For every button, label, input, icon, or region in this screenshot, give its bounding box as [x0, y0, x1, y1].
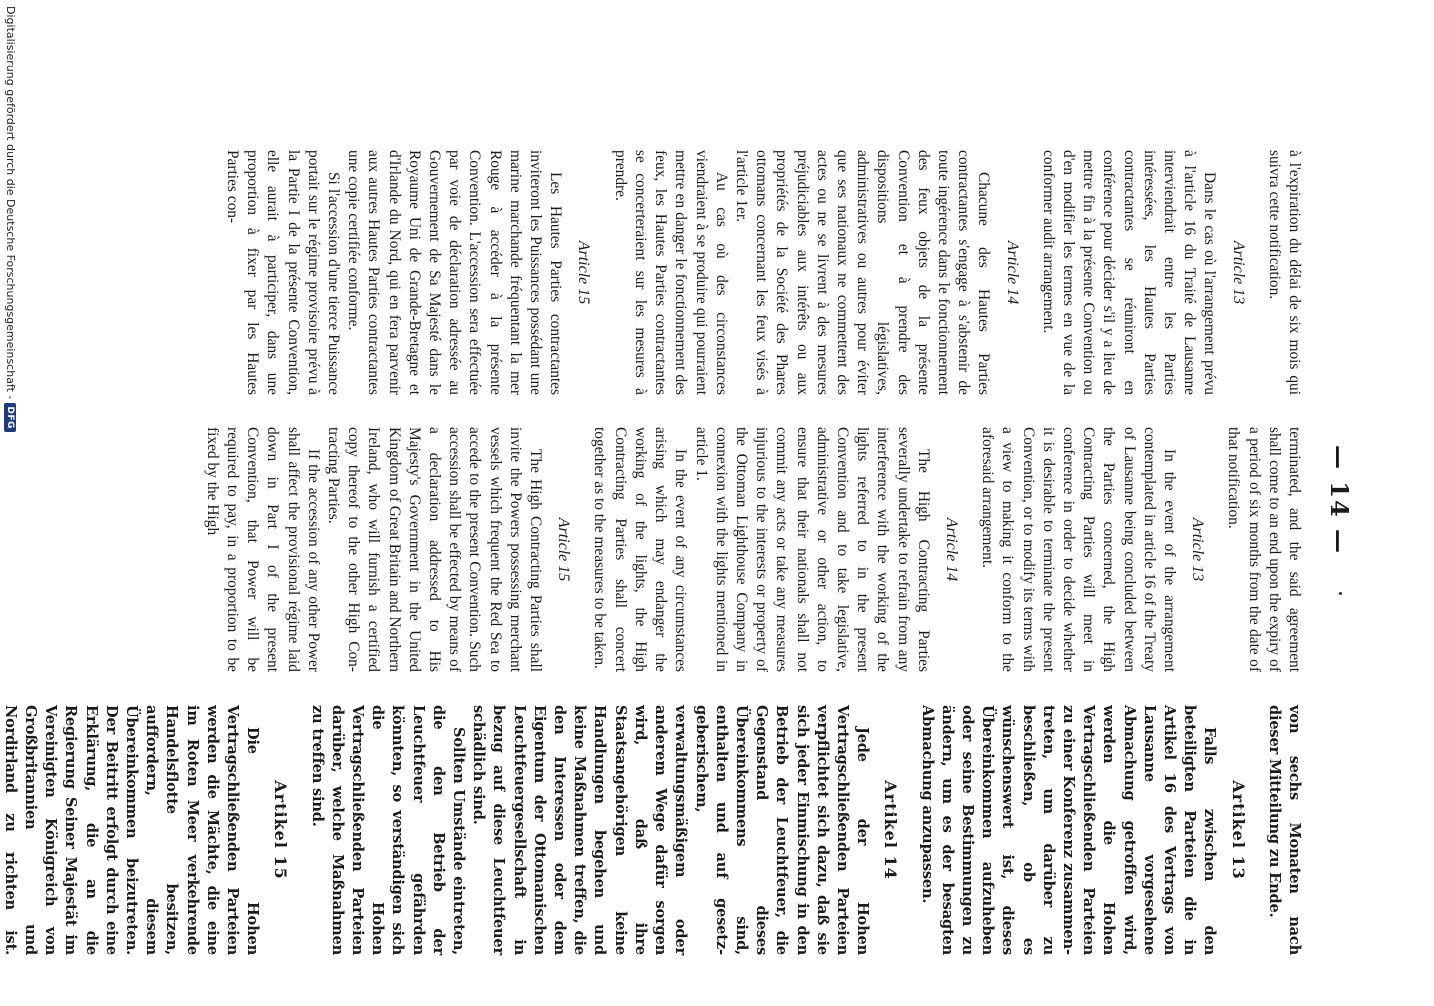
french-article-14-text: Chacune des Hautes Parties contractantes s'engage à s'abstenir de toute ingérence dans le fonctionnement des feux objets de la présente Convention et à prendre des dispositions législatives, administratives ou autres pour éviter que ses nationaux ne commettent des actes ou ne se livrent à des mesures préjudiciables aux intérêts ou aux propriétés de la Société des Phares ottomans concernant les feux visés à l'article 1er.	[732, 150, 993, 395]
english-article-14-heading: Article 14	[942, 517, 960, 582]
german-article-14-heading: Artikel 14	[881, 780, 901, 880]
german-article-15-heading: Artikel 15	[271, 780, 291, 880]
english-article-13-heading: Article 13	[1189, 517, 1207, 582]
english-article-15-text-2: If the accession of any other Power shall affect the provisional régime laid down in Part I of the present Convention, that Power will be required to pay, in a proportion to be fixed by the High	[203, 427, 322, 672]
french-article-15-text: Les Hautes Parties contractantes inviteront les Puissances possédant une marine marchande fréquentant la mer Rouge à accéder à la présente Convention. L'accession sera effectuée par voie de déclaration adressée au Gouvernement de Sa Majesté dans le Royaume Uni de Grande-Bretagne et d'Irlande du Nord, qui en fera parvenir aux autres Hautes Parties contractantes une copie certifiée conforme.	[345, 150, 565, 395]
english-article-13-text: In the event of the arrangement contemplated in article 16 of the Treaty of Lausanne being concluded between the Parties concerned, the High Contracting Parties will meet in conference in order to decide whether it is desirable to terminate the present Convention, or to modify its terms with a view to making it conform to the aforesaid arrangement.	[979, 427, 1178, 672]
german-article-13-heading: Artikel 13	[1228, 780, 1248, 880]
english-article-15-heading: Article 15	[555, 517, 573, 582]
english-intro: terminated, and the said agreement shall come to an end upon the expiry of a period of six months from the date of that notification.	[1225, 427, 1303, 672]
french-intro: à l'expiration du délai de six mois qui suivra cette notification.	[1265, 150, 1303, 395]
french-article-15-heading: Article 15	[575, 240, 593, 305]
dfg-logo-icon: DFG	[5, 403, 17, 432]
german-column	[0, 705, 1304, 955]
german-article-15-text: Die Hohen Vertragschließenden Parteien werden die Mächte, die eine im Roten Meer verkehrende Handelsflotte besitzen, auffordern, diesem Übereinkommen beizutreten. Der Beitritt erfolgt durch eine Erklärung, die an die Regierung Seiner Majestät im Vereinigten Königreich von Großbritannien und Nordirland zu richten ist.	[1, 705, 262, 955]
german-intro: von sechs Monaten nach dieser Mitteilung zu Ende.	[1265, 705, 1303, 955]
french-article-14-heading: Article 14	[1003, 240, 1021, 305]
english-article-14-text: The High Contracting Parties severally undertake to refrain from any interference with the working of the lights referred to in the present Convention and to take legislative, administrative or other action, to ensure that their nationals shall not commit any acts or take any measures injurious to the interests or property of the Ottoman Lighthouse Company in connexion with the lights mentioned in article 1.	[692, 427, 932, 672]
english-column	[202, 427, 1304, 672]
digitization-footer	[4, 0, 17, 1006]
german-article-14-text: Jede der Hohen Vertragschließenden Parteien verpflichtet sich dazu, daß sie sich jeder Einmischung in den Betrieb der Leuchtfeuer, die Gegenstand dieses Übereinkommens sind, enthalten und auf gesetzgeberischem, verwaltungsmäßigem oder anderem Wege dafür sorgen wird, daß ihre Staatsangehörigen keine Handlungen begehen und keine Maßnahmen treffen, die den Interessen oder dem Eigentum der Ottomanischen Leuchtfeuergesellschaft in bezug auf diese Leuchtfeuer schädlich sind.	[470, 705, 872, 955]
french-column	[222, 150, 1304, 395]
page-number: — 14 —	[1325, 444, 1354, 556]
english-article-15-text: The High Contracting Parties shall invite the Powers possessing merchant vessels which frequent the Red Sea to accede to the present Convention. Such accession shall be effected by means of a declaration addressed to His Majesty's Government in the United Kingdom of Great Britain and Northern Ireland, who will furnish a certified copy thereof to the other High Contracting Parties.	[325, 427, 545, 672]
french-article-14-text-2: Au cas où des circonstances viendraient à se produire qui pourraient mettre en danger le fonctionnement des feux, les Hautes Parties contractantes se concerteraient sur les mesures à prendre.	[611, 150, 730, 395]
german-article-13-text: Falls zwischen den beteiligten Parteien die in Artikel 16 des Vertrags von Lausanne vorgesehene Abmachung getroffen wird, werden die Hohen Vertragschließenden Parteien zu einer Konferenz zusammentreten, um darüber zu beschließen, ob es wünschenswert ist, dieses Übereinkommen aufzuheben oder seine Bestimmungen zu ändern, um es der besagten Abmachung anzupassen.	[918, 705, 1219, 955]
french-article-15-text-2: Si l'accession d'une tierce Puissance portait sur le régime provisoire prévu à la Partie I de la présente Convention, elle aurait à participer, dans une proportion à fixer par les Hautes Parties con-	[224, 150, 343, 395]
scan-speck	[1339, 592, 1342, 595]
english-article-14-text-2: In the event of any circumstances arising which may endanger the working of the lights, the High Contracting Parties shall concert together as to the measures to be taken.	[591, 427, 690, 672]
footer-text: Digitalisierung gefördert durch die Deutsche Forschungsgemeinschaft -	[4, 6, 17, 400]
french-article-13-text: Dans le cas où l'arrangement prévu à l'article 16 du Traité de Lausanne interviendrait entre les Parties intéressées, les Hautes Parties contractantes se réuniront en conférence pour décider s'il y a lieu de mettre fin à la présente Convention ou d'en modifier les termes en vue de la conformer audit arrangement.	[1039, 150, 1219, 395]
german-article-14-text-2: Sollten Umstände eintreten, die den Betrieb der Leuchtfeuer gefährden könnten, so verständigen sich die Hohen Vertragschließenden Parteien darüber, welche Maßnahmen zu treffen sind.	[308, 705, 468, 955]
french-article-13-heading: Article 13	[1229, 240, 1247, 305]
